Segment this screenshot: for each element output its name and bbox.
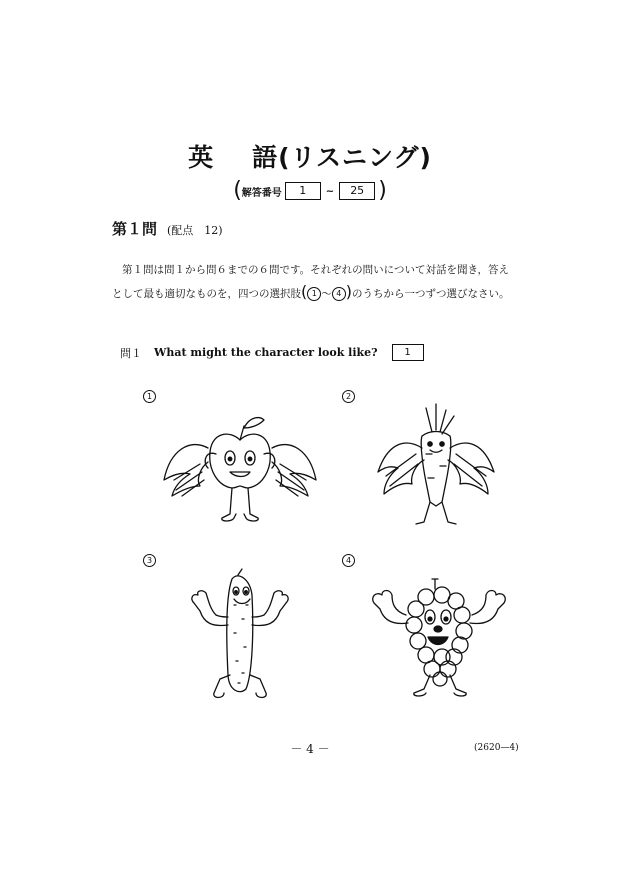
page-number: － 4 －	[290, 742, 330, 756]
option-number-2: 2	[342, 390, 355, 403]
instructions-before: 第１問は問１から問６までの６問です。それぞれの問いについて対話を聞き，答えとして最も適切なものを，四つの選択肢	[112, 264, 510, 300]
answer-end-box: 25	[339, 182, 375, 200]
section-points: (配点 12)	[167, 224, 223, 237]
choice-first-number: 1	[307, 287, 321, 301]
question-1	[120, 344, 424, 361]
apple-with-wings-icon	[160, 410, 320, 535]
option-number-3: 3	[143, 554, 156, 567]
section-title: 第１問	[112, 220, 158, 238]
section-heading	[112, 218, 223, 239]
title-right: 語(リスニング)	[252, 143, 432, 172]
instructions-after: のうちから一つずつ選びなさい。	[352, 288, 510, 300]
grapes-with-muscle-arms-icon	[366, 575, 516, 700]
cucumber-with-muscle-arms-icon	[182, 565, 302, 705]
carrot-with-wings-icon	[370, 402, 510, 532]
page-title	[0, 138, 620, 174]
choice-range-separator: ～	[321, 288, 332, 300]
title-left: 英	[188, 143, 215, 172]
option-number-1: 1	[143, 390, 156, 403]
answer-start-box: 1	[285, 182, 321, 200]
option-number-4: 4	[342, 554, 355, 567]
section-instructions: 第１問は問１から問６までの６問です。それぞれの問いについて対話を聞き，答えとして最も適切なものを，四つの選択肢( 1 ～ 4 )のうちから一つずつ選びなさい。	[112, 264, 510, 301]
choice-last-number: 4	[332, 287, 346, 301]
answer-number-range: ( 解答番号 1 ~ 25 )	[233, 178, 387, 203]
answer-label: 解答番号	[241, 187, 282, 199]
question-text: What might the character look like?	[154, 346, 378, 359]
question-number: 問１	[120, 346, 142, 360]
question-answer-box: 1	[392, 344, 424, 361]
answer-separator: ~	[325, 185, 335, 197]
page-code: (2620—4)	[474, 743, 519, 753]
